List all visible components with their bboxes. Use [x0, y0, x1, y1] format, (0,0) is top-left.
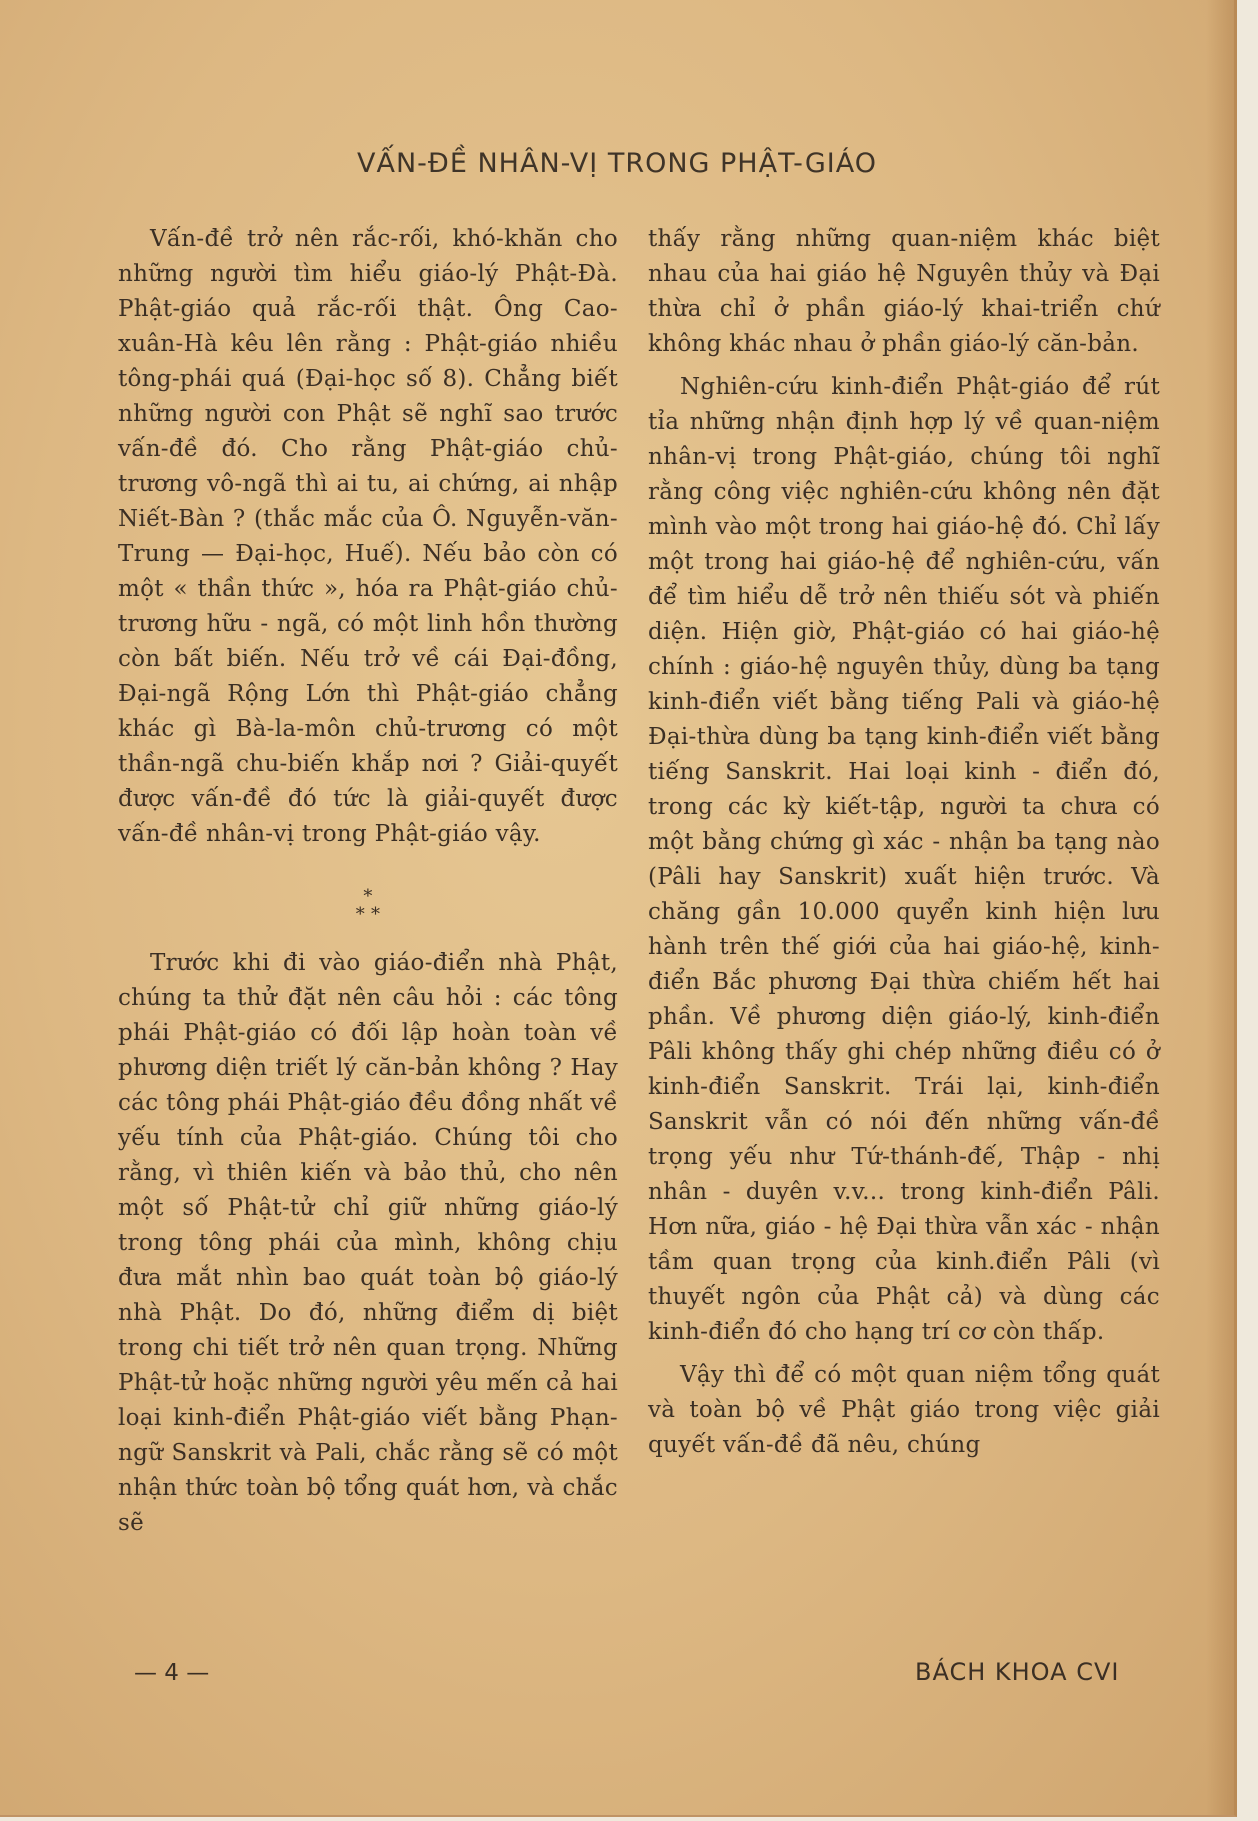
page-edge-shadow: [1206, 0, 1234, 1815]
page-number: — 4 —: [134, 1660, 210, 1686]
section-break-bottom: * *: [355, 904, 381, 925]
right-column: [648, 222, 1160, 1463]
article-title: VẤN-ĐỀ NHÂN-VỊ TRONG PHẬT-GIÁO: [357, 148, 877, 179]
paragraph: Nghiên-cứu kinh-điển Phật-giáo để rút tỉa những nhận định hợp lý về quan-niệm nhân-vị trong Phật-giáo, chúng tôi nghĩ rằng công việc nghiên-cứu không nên đặt mình vào một trong hai giáo-hệ đó. Chỉ lấy một trong hai giáo-hệ để nghiên-cứu, vấn để tìm hiểu dễ trở nên thiếu sót và phiến diện. Hiện giờ, Phật-giáo có hai giáo-hệ chính : giáo-hệ nguyên thủy, dùng ba tạng kinh-điển viết bằng tiếng Pali và giáo-hệ Đại-thừa dùng ba tạng kinh-điển viết bằng tiếng Sanskrit. Hai loại kinh - điển đó, trong các kỳ kiết-tập, người ta chưa có một bằng chứng gì xác - nhận ba tạng nào (Pâli hay Sanskrit) xuất hiện trước. Và chăng gần 10.000 quyển kinh hiện lưu hành trên thế giới của hai giáo-hệ, kinh-điển Bắc phương Đại thừa chiếm hết hai phần. Về phương diện giáo-lý, kinh-điển Pâli không thấy ghi chép những điều có ở kinh-điển Sanskrit. Trái lại, kinh-điển Sanskrit vẫn có nói đến những vấn-đề trọng yếu như Tứ-thánh-đế, Thập - nhị nhân - duyên v.v... trong kinh-điển Pâli. Hơn nữa, giáo - hệ Đại thừa vẫn xác - nhận tầm quan trọng của kinh.điển Pâli (vì thuyết ngôn của Phật cả) và dùng các kinh-điển đó cho hạng trí cơ còn thấp.: [648, 374, 1160, 1345]
paragraph: Trước khi đi vào giáo-điển nhà Phật, chúng ta thử đặt nên câu hỏi : các tông phái Phật-giáo có đối lập hoàn toàn về phương diện triết lý căn-bản không ? Hay các tông phái Phật-giáo đều đồng nhất về yếu tính của Phật-giáo. Chúng tôi cho rằng, vì thiên kiến và bảo thủ, cho nên một số Phật-tử chỉ giữ những giáo-lý trong tông phái của mình, không chịu đưa mắt nhìn bao quát toàn bộ giáo-lý nhà Phật. Do đó, những điểm dị biệt trong chi tiết trở nên quan trọng. Những Phật-tử hoặc những người yêu mến cả hai loại kinh-điển Phật-giáo viết bằng Phạn-ngữ Sanskrit và Pali, chắc rằng sẽ có một nhận thức toàn bộ tổng quát hơn, và chắc sẽ: [118, 950, 618, 1536]
paragraph: thấy rằng những quan-niệm khác biệt nhau của hai giáo hệ Nguyên thủy và Đại thừa chỉ ở phần giáo-lý khai-triển chứ không khác nhau ở phần giáo-lý căn-bản.: [648, 226, 1160, 357]
section-break-top: *: [363, 886, 373, 907]
running-footer: BÁCH KHOA CVI: [915, 1658, 1120, 1686]
paragraph: Vậy thì để có một quan niệm tổng quát và toàn bộ về Phật giáo trong việc giải quyết vấn-đề đã nêu, chúng: [648, 1362, 1160, 1458]
paragraph: Vấn-đề trở nên rắc-rối, khó-khăn cho những người tìm hiểu giáo-lý Phật-Đà. Phật-giáo quả rắc-rối thật. Ông Cao-xuân-Hà kêu lên rằng : Phật-giáo nhiều tông-phái quá (Đại-học số 8). Chẳng biết những người con Phật sẽ nghĩ sao trước vấn-đề đó. Cho rằng Phật-giáo chủ-trương vô-ngã thì ai tu, ai chứng, ai nhập Niết-Bàn ? (thắc mắc của Ô. Nguyễn-văn-Trung — Đại-học, Huế). Nếu bảo còn có một « thần thức », hóa ra Phật-giáo chủ-trương hữu - ngã, có một linh hồn thường còn bất biến. Nếu trở về cái Đại-đồng, Đại-ngã Rộng Lớn thì Phật-giáo chẳng khác gì Bà-la-môn chủ-trương có một thần-ngã chu-biến khắp nơi ? Giải-quyết được vấn-đề đó tức là giải-quyết được vấn-đề nhân-vị trong Phật-giáo vậy.: [118, 226, 618, 847]
left-column: [118, 222, 618, 1541]
section-break: [118, 888, 618, 924]
